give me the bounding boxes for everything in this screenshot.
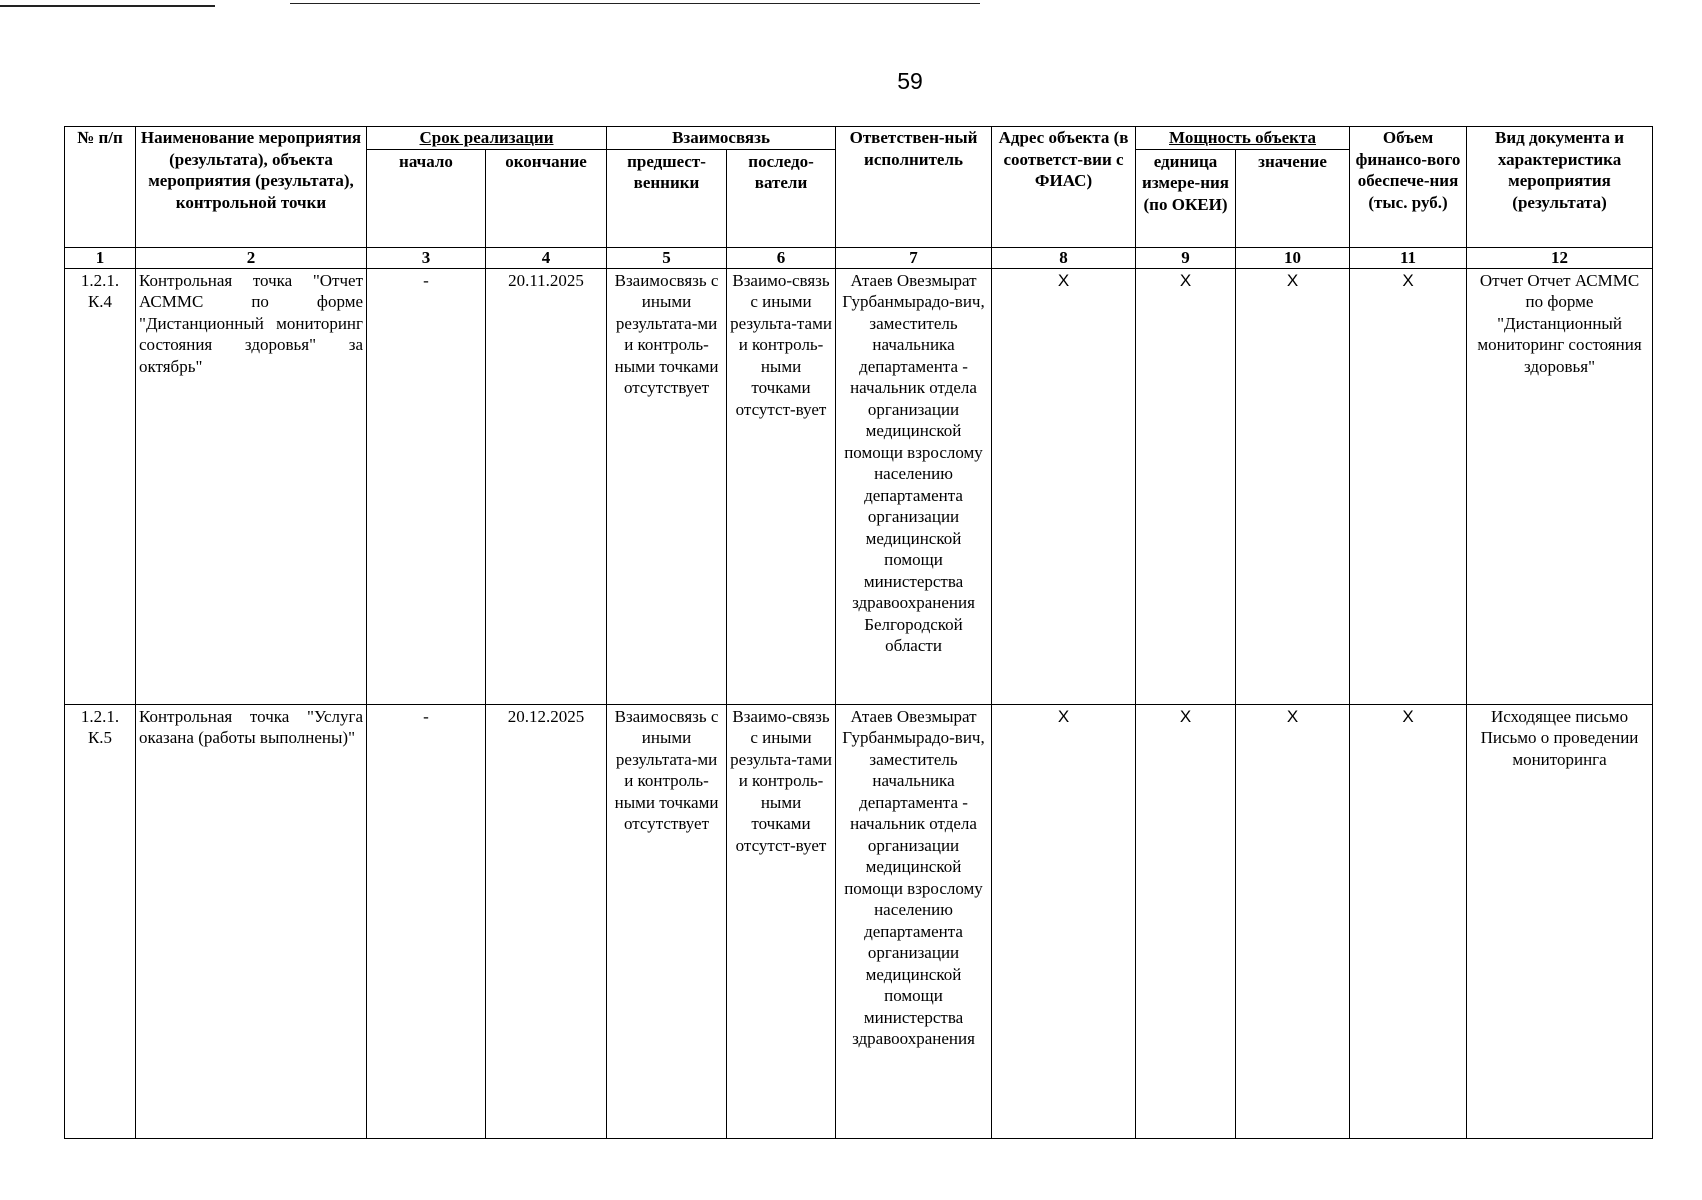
row-next: Взаимо-связь с иными результа-тами и контроль-ными точками отсутст-вует — [727, 704, 836, 1139]
row-address: Х — [992, 704, 1136, 1139]
header-link: Взаимосвязь — [607, 127, 836, 150]
row-responsible: Атаев Овезмырат Гурбанмырадо-вич, заместитель начальника департамента - начальник отдела организации медицинской помощи взрослому населению департамента организации медицинской помощи министерства здравоохранения Белгородской области — [836, 268, 992, 704]
header-responsible: Ответствен-ный исполнитель — [836, 127, 992, 248]
column-number: 4 — [486, 247, 607, 268]
table-row — [65, 268, 1653, 704]
plan-table — [64, 126, 1653, 1139]
row-end: 20.11.2025 — [486, 268, 607, 704]
row-address: Х — [992, 268, 1136, 704]
column-number: 8 — [992, 247, 1136, 268]
column-number: 11 — [1350, 247, 1467, 268]
column-number: 2 — [136, 247, 367, 268]
row-name: Контрольная точка "Услуга оказана (работы выполнены)" — [136, 704, 367, 1139]
page-number: 59 — [897, 68, 923, 94]
row-end: 20.12.2025 — [486, 704, 607, 1139]
header-address: Адрес объекта (в соответст-вии с ФИАС) — [992, 127, 1136, 248]
header-num: № п/п — [65, 127, 136, 248]
row-finance: Х — [1350, 704, 1467, 1139]
column-number: 7 — [836, 247, 992, 268]
row-responsible: Атаев Овезмырат Гурбанмырадо-вич, заместитель начальника департамента - начальник отдела организации медицинской помощи взрослому населению департамента организации медицинской помощи министерства здравоохранения — [836, 704, 992, 1139]
row-num: 1.2.1. К.4 — [65, 268, 136, 704]
row-doc: Исходящее письмо Письмо о проведении мониторинга — [1467, 704, 1653, 1139]
row-finance: Х — [1350, 268, 1467, 704]
header-term: Срок реализации — [367, 127, 607, 150]
row-prev: Взаимосвязь с иными результата-ми и контроль-ными точками отсутствует — [607, 268, 727, 704]
row-prev: Взаимосвязь с иными результата-ми и контроль-ными точками отсутствует — [607, 704, 727, 1139]
column-number-row — [65, 247, 1653, 268]
header-row — [65, 127, 1653, 150]
row-num: 1.2.1. К.5 — [65, 704, 136, 1139]
column-number: 3 — [367, 247, 486, 268]
row-value: Х — [1236, 268, 1350, 704]
header-name: Наименование мероприятия (результата), объекта мероприятия (результата), контрольной точки — [136, 127, 367, 248]
row-start: - — [367, 704, 486, 1139]
scan-artifact-line — [0, 5, 215, 7]
row-value: Х — [1236, 704, 1350, 1139]
table-row — [65, 704, 1653, 1139]
row-unit: Х — [1136, 268, 1236, 704]
header-finance: Объем финансо-вого обеспече-ния (тыс. руб.) — [1350, 127, 1467, 248]
row-doc: Отчет Отчет АСММС по форме "Дистанционный мониторинг состояния здоровья" — [1467, 268, 1653, 704]
column-number: 5 — [607, 247, 727, 268]
column-number: 9 — [1136, 247, 1236, 268]
row-name: Контрольная точка "Отчет АСММС по форме "Дистанционный мониторинг состояния здоровья" за октябрь" — [136, 268, 367, 704]
row-next: Взаимо-связь с иными результа-тами и контроль-ными точками отсутст-вует — [727, 268, 836, 704]
header-capacity: Мощность объекта — [1136, 127, 1350, 150]
header-capacity-unit: единица измере-ния (по ОКЕИ) — [1136, 149, 1236, 247]
header-term-start: начало — [367, 149, 486, 247]
row-unit: Х — [1136, 704, 1236, 1139]
column-number: 1 — [65, 247, 136, 268]
column-number: 6 — [727, 247, 836, 268]
header-capacity-value: значение — [1236, 149, 1350, 247]
header-term-end: окончание — [486, 149, 607, 247]
scan-artifact-line — [290, 3, 980, 4]
column-number: 12 — [1467, 247, 1653, 268]
header-link-next: последо-ватели — [727, 149, 836, 247]
row-start: - — [367, 268, 486, 704]
header-doc-type: Вид документа и характеристика мероприятия (результата) — [1467, 127, 1653, 248]
header-link-prev: предшест-венники — [607, 149, 727, 247]
column-number: 10 — [1236, 247, 1350, 268]
